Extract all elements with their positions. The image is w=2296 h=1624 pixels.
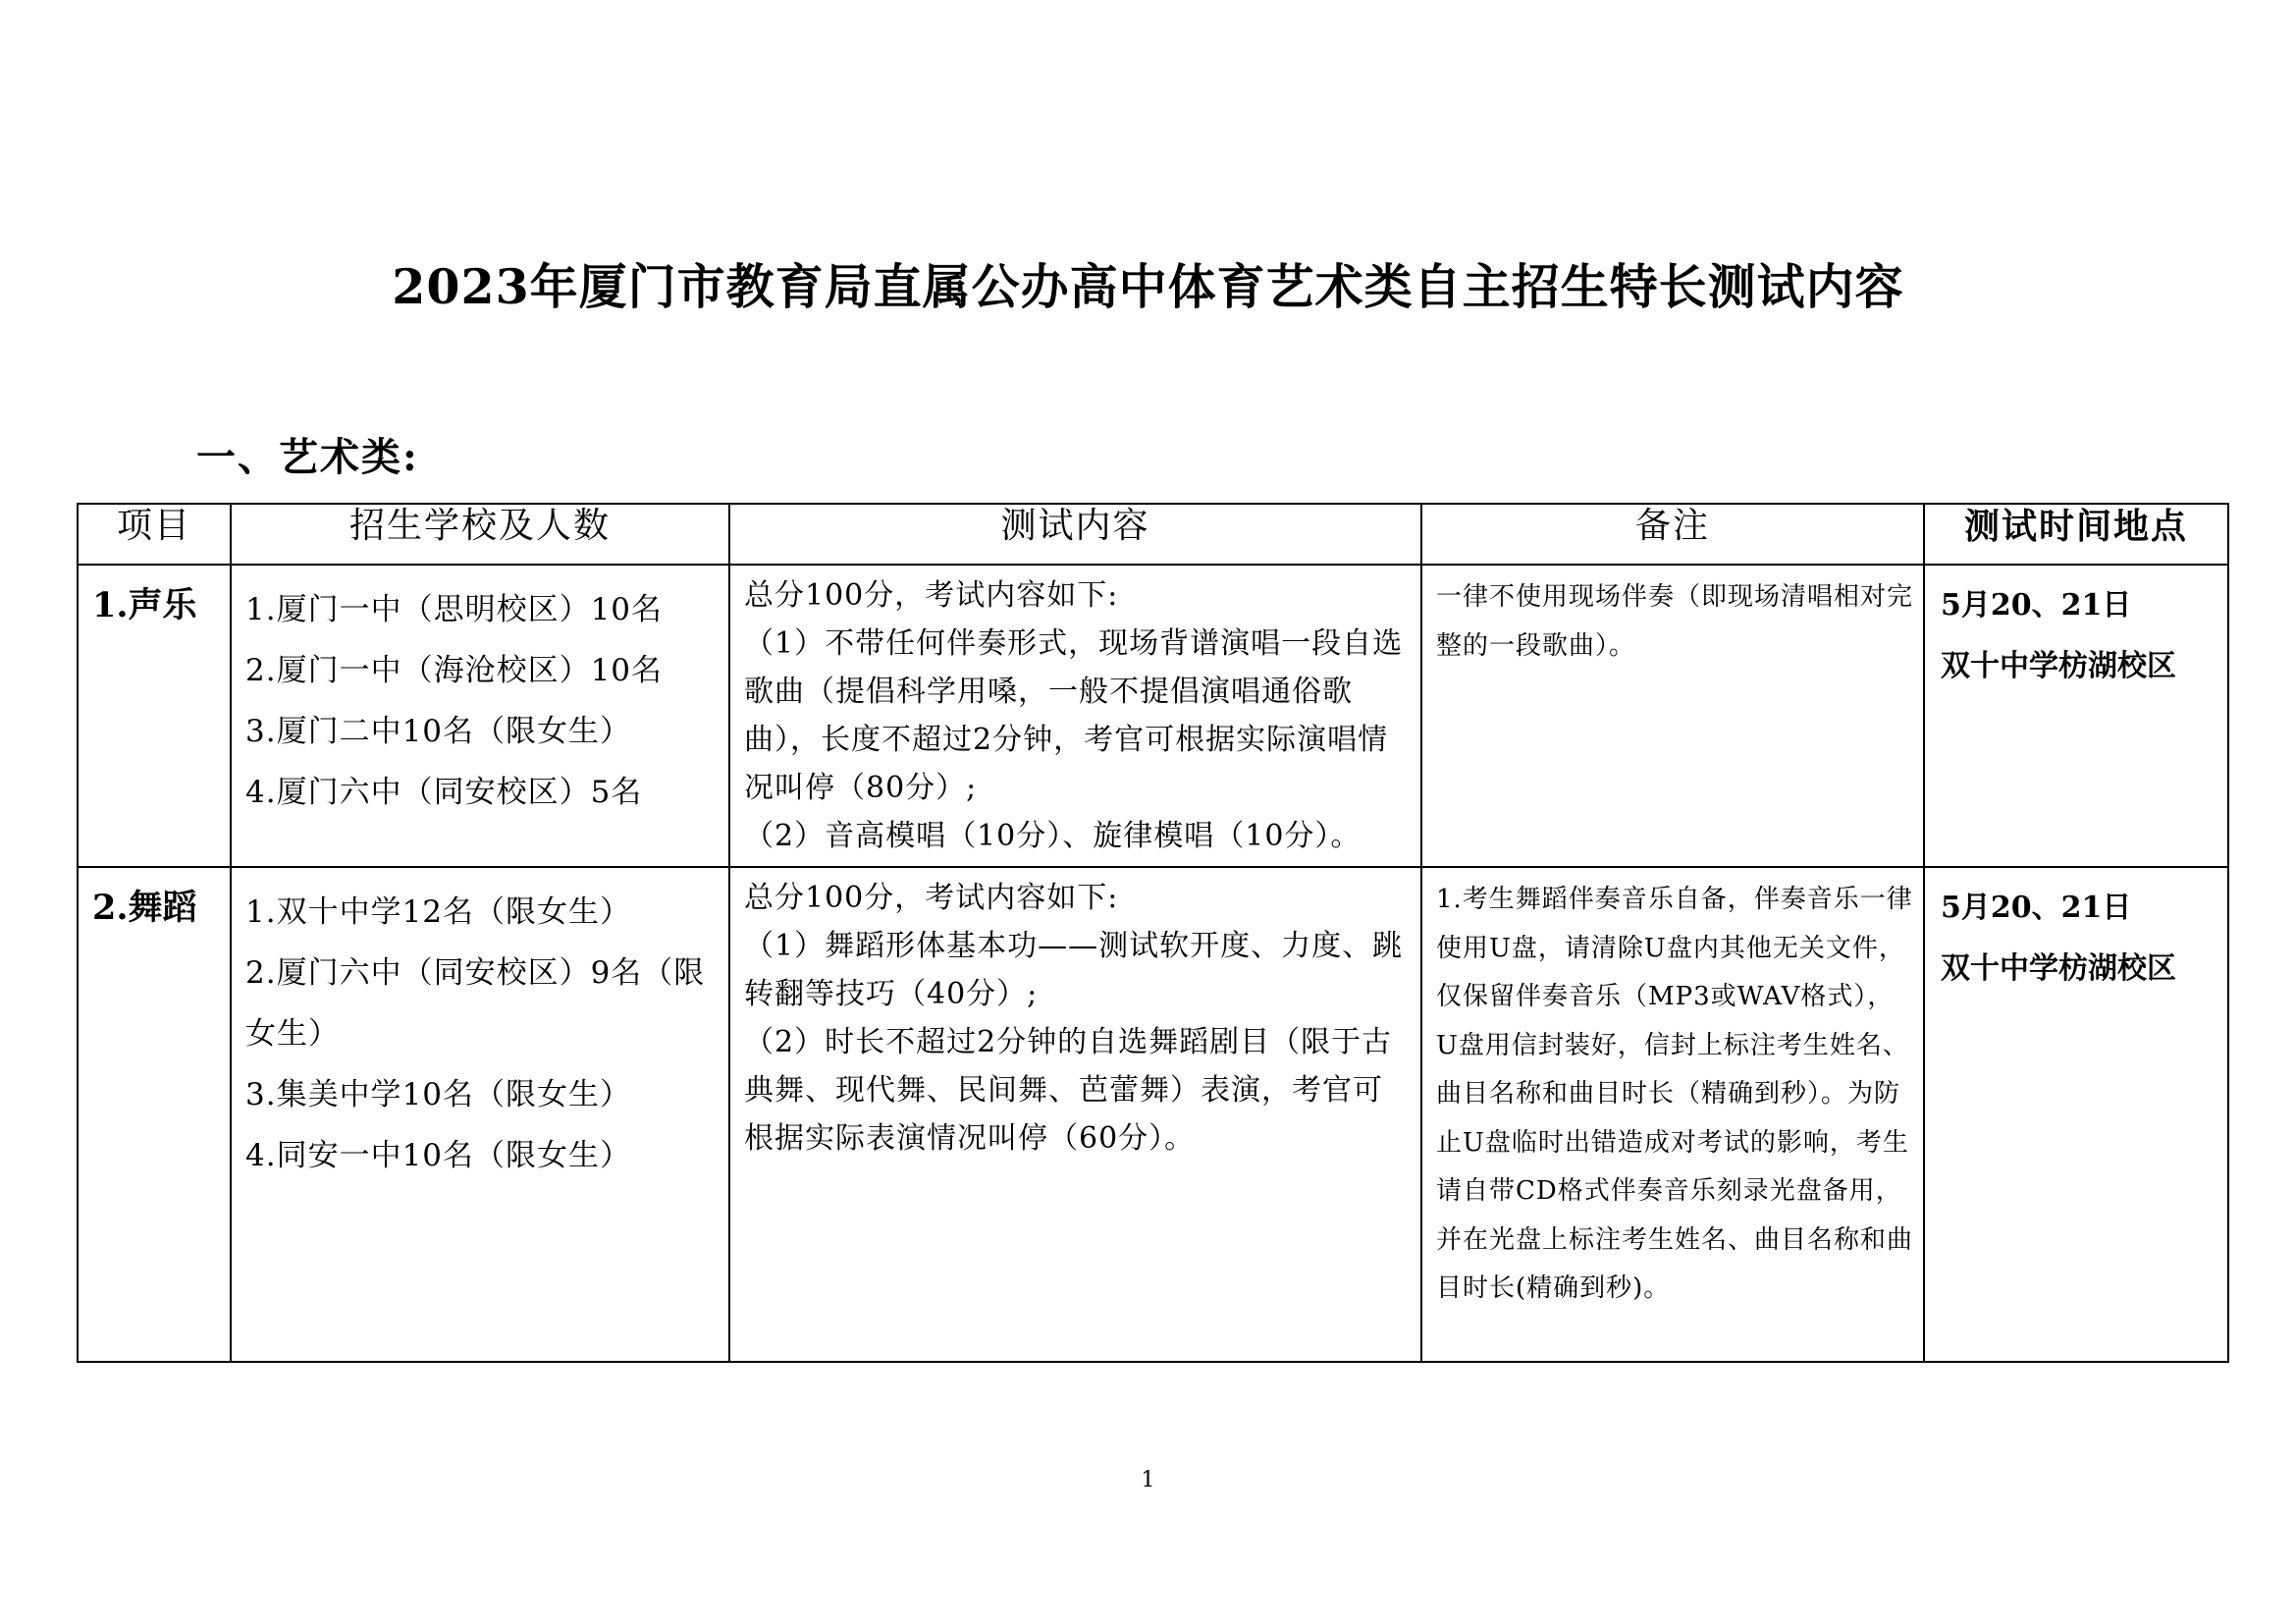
test-content-table	[77, 503, 2229, 1363]
schools-cell	[231, 565, 729, 867]
header-content: 测试内容	[729, 504, 1421, 565]
school-entry: 2.厦门六中（同安校区）9名（限女生）	[245, 955, 706, 1052]
item-cell: 2.舞蹈	[78, 867, 231, 1362]
table-header-row	[78, 504, 2228, 565]
header-schools: 招生学校及人数	[231, 504, 729, 565]
time-place-cell	[1924, 565, 2228, 867]
header-item: 项目	[78, 504, 231, 565]
school-entry: 2.厦门一中（海沧校区）10名	[245, 653, 664, 688]
table-row	[78, 565, 2228, 867]
content-line: （2）时长不超过2分钟的自选舞蹈剧目（限于古典舞、现代舞、民间舞、芭蕾舞）表演，考官可根据实际表演情况叫停（60分）。	[744, 1025, 1393, 1156]
test-place: 双十中学枋湖校区	[1941, 951, 2176, 986]
school-entry: 1.双十中学12名（限女生）	[245, 894, 632, 930]
content-line: 总分100分，考试内容如下:	[744, 578, 1119, 613]
schools-cell	[231, 867, 729, 1362]
section-heading-arts: 一、艺术类:	[196, 434, 419, 480]
content-cell	[729, 565, 1421, 867]
note-cell: 1.考生舞蹈伴奏音乐自备，伴奏音乐一律使用U盘，请清除U盘内其他无关文件，仅保留伴奏音乐（MP3或WAV格式），U盘用信封装好，信封上标注考生姓名、曲目名称和曲目时长（精确到秒）。为防止U盘临时出错造成对考试的影响，考生请自带CD格式伴奏音乐刻录光盘备用，并在光盘上标注考生姓名、曲目名称和曲目时长(精确到秒)。	[1421, 867, 1924, 1362]
content-line: （1）不带任何伴奏形式，现场背谱演唱一段自选歌曲（提倡科学用嗓，一般不提倡演唱通俗歌曲），长度不超过2分钟，考官可根据实际演唱情况叫停（80分）;	[744, 626, 1404, 805]
content-line: （2）音高模唱（10分）、旋律模唱（10分）。	[744, 819, 1362, 853]
school-entry: 3.集美中学10名（限女生）	[245, 1077, 632, 1112]
header-note: 备注	[1421, 504, 1924, 565]
item-cell: 1.声乐	[78, 565, 231, 867]
note-cell: 一律不使用现场伴奏（即现场清唱相对完整的一段歌曲）。	[1421, 565, 1924, 867]
time-place-cell	[1924, 867, 2228, 1362]
content-cell	[729, 867, 1421, 1362]
test-date: 5月20、21日	[1941, 891, 2132, 925]
test-place: 双十中学枋湖校区	[1941, 649, 2176, 683]
school-entry: 1.厦门一中（思明校区）10名	[245, 592, 664, 627]
school-entry: 3.厦门二中10名（限女生）	[245, 714, 632, 749]
school-entry: 4.同安一中10名（限女生）	[245, 1138, 632, 1173]
content-line: （1）舞蹈形体基本功——测试软开度、力度、跳转翻等技巧（40分）;	[744, 929, 1404, 1011]
header-time-place: 测试时间地点	[1924, 504, 2228, 565]
school-entry: 4.厦门六中（同安校区）5名	[245, 775, 643, 810]
table-row	[78, 867, 2228, 1362]
test-date: 5月20、21日	[1941, 588, 2132, 623]
document-title: 2023年厦门市教育局直属公办高中体育艺术类自主招生特长测试内容	[392, 258, 1904, 315]
content-line: 总分100分，考试内容如下:	[744, 881, 1119, 915]
page-number: 1	[1141, 1468, 1155, 1492]
